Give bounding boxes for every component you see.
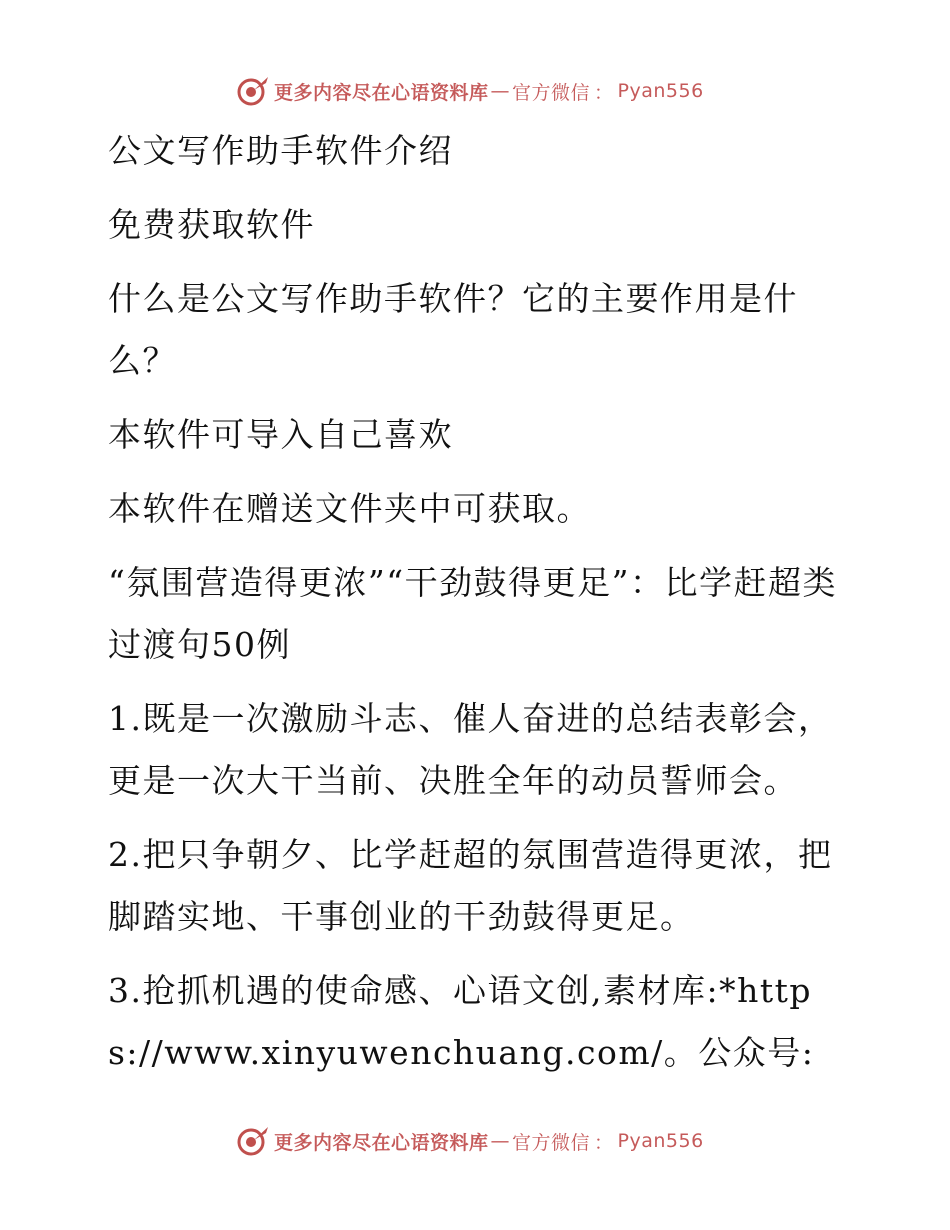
watermark-official-label: 官方微信 — [512, 81, 591, 104]
watermark-colon: ： — [594, 1131, 614, 1154]
free-download-line: 免费获取软件 — [108, 205, 315, 244]
import-paragraph: 本软件可导入自己喜欢 — [108, 415, 453, 454]
header-watermark — [236, 74, 704, 108]
watermark-dash: — — [490, 1130, 511, 1152]
document-body — [98, 120, 838, 1096]
footer-watermark — [236, 1124, 704, 1158]
doc-title: 公文写作助手软件介绍 — [108, 131, 453, 170]
watermark-wechat-id: Pyan556 — [617, 1130, 704, 1152]
watermark-colon: ： — [594, 81, 614, 104]
watermark-wechat-id: Pyan556 — [617, 80, 704, 102]
question-paragraph: 什么是公文写作助手软件？它的主要作用是什么？ — [108, 279, 798, 380]
list-item-1: 1.既是一次激励斗志、催人奋进的总结表彰会，更是一次大干当前、决胜全年的动员誓师会。 — [108, 699, 833, 800]
watermark-main-text: 更多内容尽在心语资料库 — [274, 1131, 489, 1154]
watermark-official-label: 官方微信 — [512, 1131, 591, 1154]
watermark-main-text: 更多内容尽在心语资料库 — [274, 81, 489, 104]
section-heading: “氛围营造得更浓”“干劲鼓得更足”：比学赶超类过渡句50例 — [108, 563, 837, 664]
watermark-dash: — — [490, 80, 511, 102]
list-item-3: 3.抢抓机遇的使命感、心语文创,素材库:*https://www.xinyuwenchuang.com/。公众号: — [108, 971, 815, 1072]
gift-folder-paragraph: 本软件在赠送文件夹中可获取。 — [108, 489, 591, 528]
quill-logo-icon — [236, 1124, 270, 1158]
quill-logo-icon — [236, 74, 270, 108]
list-item-2: 2.把只争朝夕、比学赶超的氛围营造得更浓，把脚踏实地、干事创业的干劲鼓得更足。 — [108, 835, 833, 936]
